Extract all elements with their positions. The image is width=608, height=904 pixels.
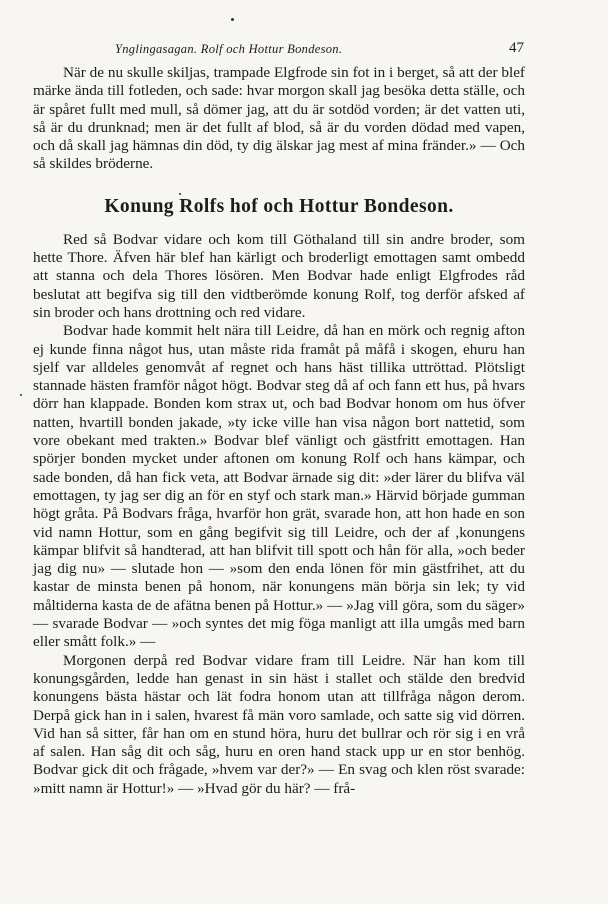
running-head: Ynglingasagan. Rolf och Hottur Bondeson.	[115, 42, 343, 56]
paragraph-farewell: När de nu skulle skiljas, trampade Elgfrode sin fot in i berget, så att der blef märke ända till fotleden, och sade: hvar morgon skall jag besöka detta ställe, och är spåret fullt med mull, så dömer jag, att du är sotdöd vorden; är det vatten uti, så är du drunknad; men är det fullt af blod, så är du vorden dödad med vapen, och då skall jag hämnas din död, ty dig älskar jag mest af mina fränder.» — Och så skildes bröderne.	[33, 64, 525, 173]
page-header	[0, 40, 608, 60]
page-number: 47	[509, 40, 524, 56]
chapter-title: Konung Rolfs hof och Hottur Bondeson.	[104, 195, 454, 217]
body-text	[33, 64, 525, 798]
paragraph-arrival-leidre: Morgonen derpå red Bodvar vidare fram till Leidre. När han kom till konungsgården, ledde han genast in sin häst i stallet och stälde den bredvid konungens bästa hästar och lät fodra honom utan att tillfråga någon derom. Derpå gick han in i salen, hvarest få män voro samlade, och satte sig vid dörren. Vid han så sitter, får han om en stund höra, huru det bullrar och rör sig i en vrå af salen. Han såg dit och såg, huru en oren hand stack upp ur en stor benhög. Bodvar gick dit och frågade, »hvem var der?» — En svag och klen röst svarade: »mitt namn är Hottur!» — »Hvad gör du här? — frå-	[33, 651, 525, 797]
scan-speck	[20, 394, 22, 396]
scan-speck	[231, 18, 234, 21]
paragraph-journey: Red så Bodvar vidare och kom till Göthaland till sin andre broder, som hette Thore. Äfven här blef han kärligt och broderligt emottagen samt ombedd att stanna och dela Thores lösören. Men Bodvar hade enligt Elgfrodes råd beslutat att begifva sig till den vidtberömde konung Rolf, tog derför afsked af sin broder och hans drottning och red vidare.	[33, 230, 525, 321]
paragraph-night-stay: Bodvar hade kommit helt nära till Leidre, då han en mörk och regnig afton ej kunde finna något hus, utan måste rida framåt på måfå i skogen, ehuru han sjelf var alldeles genomvåt af regnet och hans häst tillika uttröttad. Plötsligt stannade hästen framför något högt. Bodvar steg då af och fann ett hus, på hvars dörr han klappade. Bonden kom strax ut, och bad Bodvar honom om hus öfver natten, hvartill bonden jakade, »ty icke ville han visa någon bort nattetid, som vore obekant med trakten.» Bodvar blef vänligt och gästfritt emottagen. Han spörjer bonden mycket under aftonen om konung Rolf och hans kämpar, och sade bonden, då han fick veta, att Bodvar ärnade sig dit: »der lärer du blifva väl emottagen, ty jag ser dig an för en styf och stark man.» Härvid började gumman högt gråta. På Bodvars fråga, hvarför hon grät, svarade hon, att hon hade en son vid namn Hottur, som en gång begifvit sig till Leidre, och der af ,konungens kämpar blifvit så handterad, att han blifvit till spott och hån för alla, »och beder jag dig nu» — slutade hon — »som den enda lönen för min gästfrihet, att du kastar de minsta benen på honom, när konungens män börja sin lek; ty vid måltiderna kasta de de afätna benen på Hottur.» — »Jag vill göra, som du säger» — svarade Bodvar — »och syntes det mig föga manligt att illa umgås med barn eller smått folk.» —	[33, 322, 525, 651]
